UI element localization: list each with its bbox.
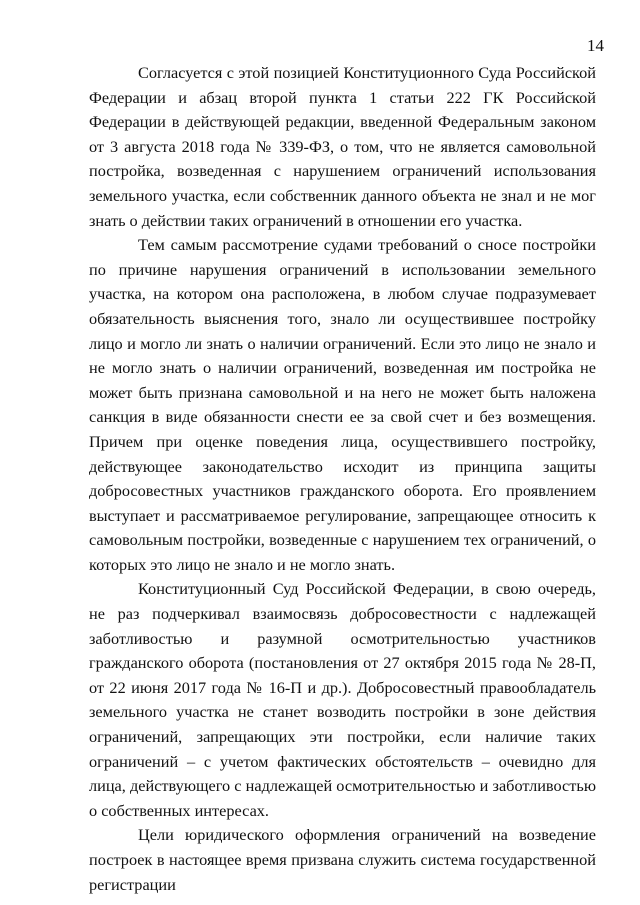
paragraph-3: Конституционный Суд Российской Федерации, в свою очередь, не раз подчеркивал взаимосвязь добросовестности с надлежащей заботливостью и разумной осмотрительностью участников гражданского оборота (постановления от 27 октября 2015 года № 28-П, от 22 июня 2017 года № 16-П и др.). Добросовестный правообладатель земельного участка не станет возводить постройки в зоне действия ограничений, запрещающих эти постройки, если наличие таких ограничений – с учетом фактических обстоятельств – очевидно для лица, действующего с надлежащей осмотрительностью и заботливостью о собственных интересах.: [89, 579, 596, 820]
paragraph-4: Цели юридического оформления ограничений на возведение построек в настоящее время призвана служить система государственной регистрации: [89, 825, 596, 894]
paragraph-1: Согласуется с этой позицией Конституционного Суда Российской Федерации и абзац второй пункта 1 статьи 222 ГК Российской Федерации в действующей редакции, введенной Федеральным законом от 3 августа 2018 года № 339-ФЗ, о том, что не является самовольной постройка, возведенная с нарушением ограничений использования земельного участка, если собственник данного объекта не знал и не мог знать о действии таких ограничений в отношении его участка.: [89, 63, 596, 230]
page-number: 14: [587, 36, 604, 55]
document-body: [89, 61, 596, 897]
paragraph-2: Тем самым рассмотрение судами требований о сносе постройки по причине нарушения ограничений в использовании земельного участка, на котором она расположена, в любом случае подразумевает обязательность выяснения того, знало ли осуществившее постройку лицо и могло ли знать о наличии ограничений. Если это лицо не знало и не могло знать о наличии ограничений, возведенная им постройка не может быть признана самовольной и на него не может быть наложена санкция в виде обязанности снести ее за свой счет и без возмещения. Причем при оценке поведения лица, осуществившего постройку, действующее законодательство исходит из принципа защиты добросовестных участников гражданского оборота. Его проявлением выступает и рассматриваемое регулирование, запрещающее относить к самовольным постройки, возведенные с нарушением тех ограничений, о которых это лицо не знало и не могло знать.: [89, 235, 596, 574]
